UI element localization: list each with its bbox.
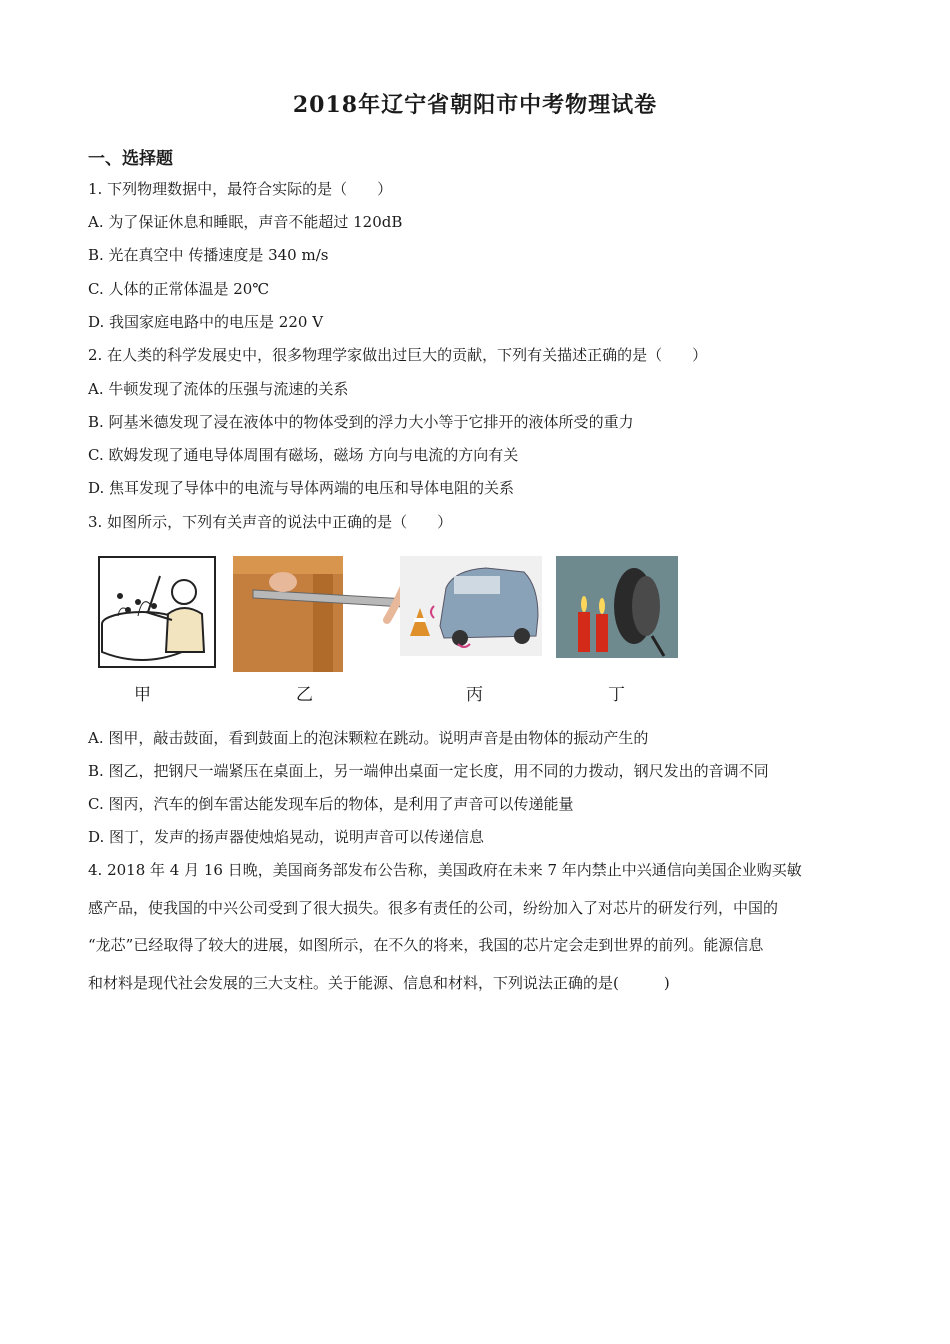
option-line: C. 欧姆发现了通电导体周围有磁场，磁场 方向与电流的方向有关 (88, 446, 519, 464)
car-figure (400, 556, 542, 656)
option-line: A. 牛顿发现了流体的压强与流速的关系 (88, 380, 349, 398)
option-line: B. 光在真空中 传播速度是 340 m/s (88, 246, 329, 264)
option-line: B. 图乙，把钢尺一端紧压在桌面上，另一端伸出桌面一定长度，用不同的力拨动，钢尺发出的音调不同 (88, 762, 769, 780)
option-line: D. 焦耳发现了导体中的电流与导体两端的电压和导体电阻的关系 (88, 479, 515, 497)
question-line: 3. 如图所示，下列有关声音的说法中正确的是（ ） (88, 513, 453, 531)
page-title: 2018年辽宁省朝阳市中考物理试卷 (292, 92, 658, 118)
question-line: 感产品，使我国的中兴公司受到了很大损失。很多有责任的公司，纷纷加入了对芯片的研发行列，中国的 (88, 899, 779, 917)
option-line: A. 图甲，敲击鼓面，看到鼓面上的泡沫颗粒在跳动。说明声音是由物体的振动产生的 (88, 729, 649, 747)
question-line: 1. 下列物理数据中，最符合实际的是（ ） (88, 180, 393, 198)
option-line: C. 人体的正常体温是 20℃ (88, 280, 270, 298)
option-line: D. 我国家庭电路中的电压是 220 V (88, 313, 324, 331)
option-line: A. 为了保证休息和睡眠，声音不能超过 120dB (88, 213, 403, 231)
option-line: D. 图丁，发声的扬声器使烛焰晃动，说明声音可以传递信息 (88, 828, 485, 846)
sound-figures (98, 556, 698, 706)
option-line: B. 阿基米德发现了浸在液体中的物体受到的浮力大小等于它排开的液体所受的重力 (88, 413, 634, 431)
figure-label-ding: 丁 (608, 685, 625, 705)
figure-label-jia: 甲 (134, 685, 151, 705)
question-line: 2. 在人类的科学发展史中，很多物理学家做出过巨大的贡献，下列有关描述正确的是（ ） (88, 346, 708, 364)
question-line: “龙芯”已经取得了较大的进展，如图所示，在不久的将来，我国的芯片定会走到世界的前列。能源信息 (88, 936, 764, 954)
speaker-figure (556, 556, 678, 658)
option-line: C. 图丙，汽车的倒车雷达能发现车后的物体，是利用了声音可以传递能量 (88, 795, 574, 813)
drum-figure (98, 556, 216, 668)
question-line: 4. 2018 年 4 月 16 日晚，美国商务部发布公告称，美国政府在未来 7 年内禁止中兴通信向美国企业购买敏 (88, 861, 802, 879)
question-line: 和材料是现代社会发展的三大支柱。关于能源、信息和材料，下列说法正确的是( ) (88, 974, 670, 992)
figure-label-yi: 乙 (296, 685, 313, 705)
figure-label-bing: 丙 (466, 685, 483, 705)
section-heading: 一、选择题 (88, 149, 173, 169)
